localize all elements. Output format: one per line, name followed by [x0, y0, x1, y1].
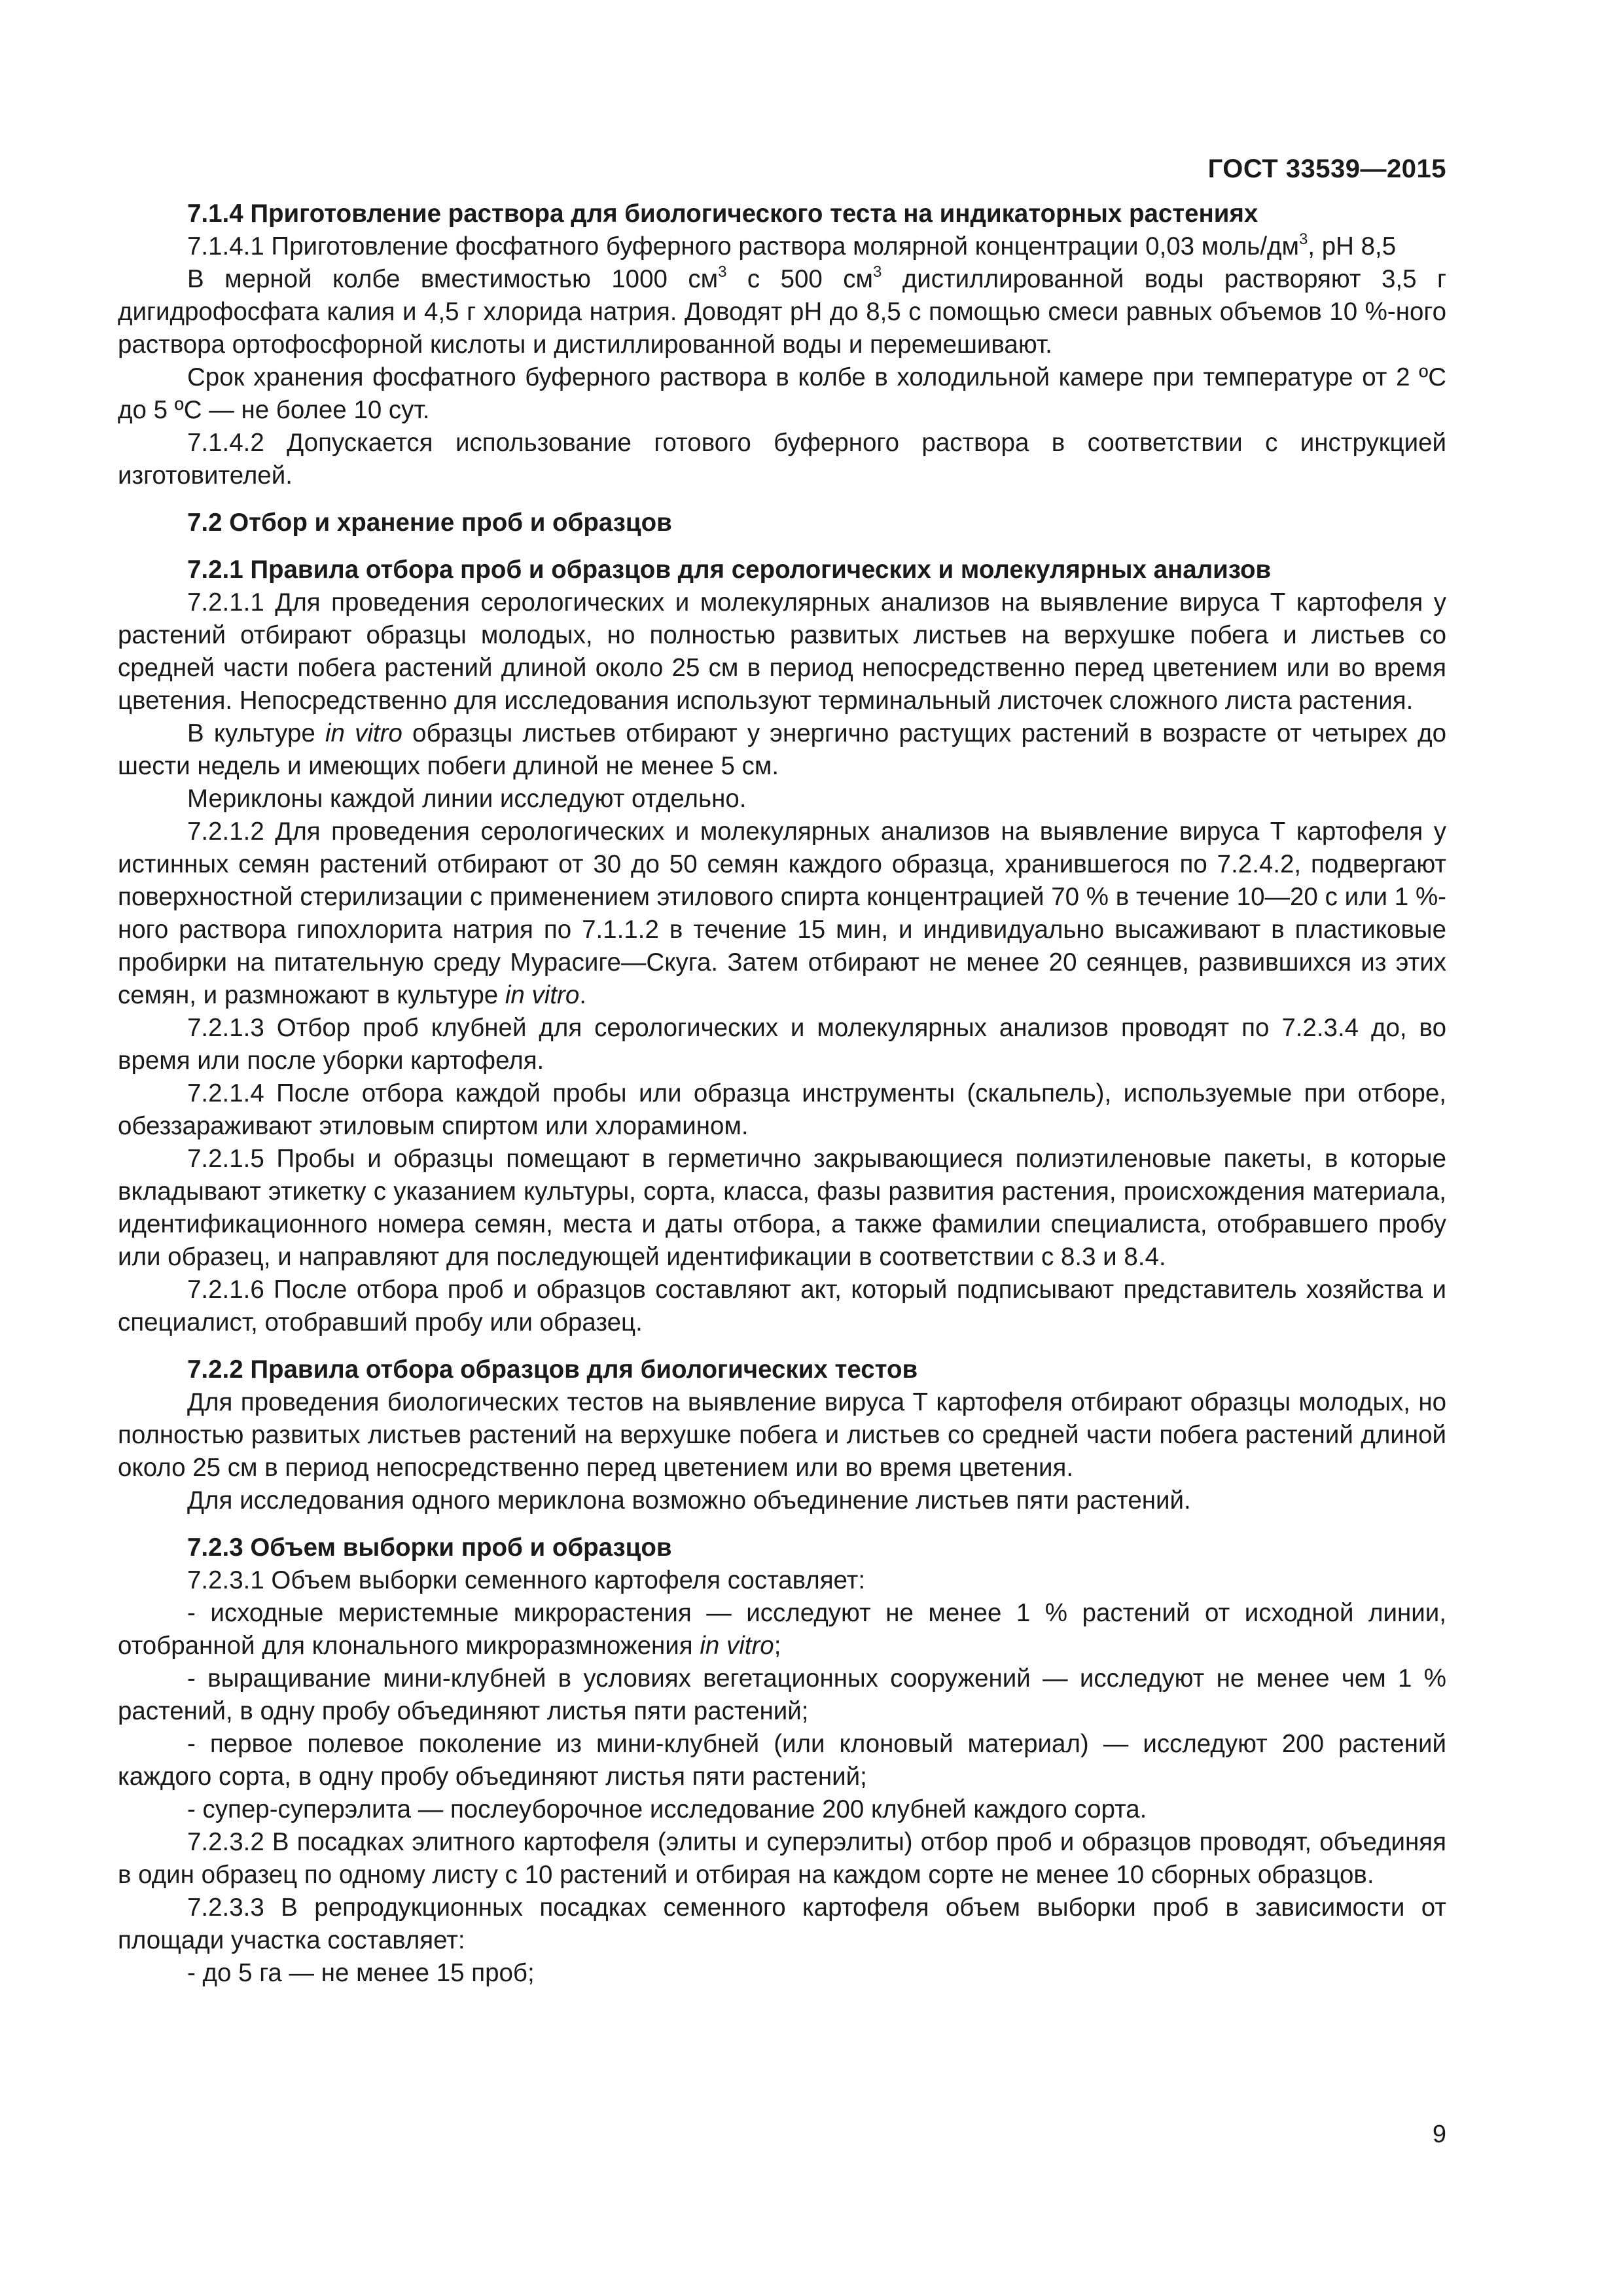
heading-7-2-1: 7.2.1 Правила отбора проб и образцов для серологических и молекулярных анализов [187, 556, 1272, 584]
list-item [118, 1597, 1446, 1662]
document-body [118, 198, 1446, 1990]
paragraph-7-2-1-3: 7.2.1.3 Отбор проб клубней для серологических и молекулярных анализов проводят по 7.2.3.4 до, во время или после уборки картофеля. [118, 1014, 1446, 1075]
heading-7-2: 7.2 Отбор и хранение проб и образцов [187, 509, 672, 537]
document-header: ГОСТ 33539—2015 [1207, 154, 1446, 183]
paragraph-7-2-1-5: 7.2.1.5 Пробы и образцы помещают в герметично закрывающиеся полиэтиленовые пакеты, в которые вкладывают этикетку с указанием культуры, сорта, класса, фазы развития растения, происхождения материала, идентификационного номера семян, места и даты отбора, а также фамилии специалиста, отобравшего пробу или образец, и направляют для последующей идентификации в соответствии с 8.3 и 8.4. [118, 1145, 1446, 1271]
italic-term: in vitro [325, 719, 402, 747]
italic-term: in vitro [505, 981, 580, 1009]
list-item: - первое полевое поколение из мини-клубней (или клоновый материал) — исследуют 200 растений каждого сорта, в одну пробу объединяют листья пяти растений; [118, 1730, 1446, 1791]
text-run: - исходные меристемные микрорастения — исследуют не менее 1 % растений от исходной линии, отобранной для клонального микроразмножения [118, 1599, 1446, 1660]
text-run: дистиллированной воды растворяют 3,5 г дигидрофосфата калия и 4,5 г хлорида натрия. Доводят pH до 8,5 с помощью смеси равных объемов 10 %-ного раствора ортофосфорной кислоты и дистиллированной воды и перемешивают. [118, 265, 1447, 359]
paragraph: Мериклоны каждой линии исследуют отдельно. [187, 785, 747, 813]
text-run: образцы листьев отбирают у энергично растущих растений в возрасте от четырех до шести недель и имеющих побеги длиной не менее 5 см. [118, 719, 1446, 780]
text-run: . [579, 981, 586, 1009]
paragraph-7-2-3-3: 7.2.3.3 В репродукционных посадках семенного картофеля объем выборки проб в зависимости от площади участка составляет: [118, 1893, 1446, 1954]
heading-7-2-2: 7.2.2 Правила отбора образцов для биологических тестов [187, 1355, 918, 1384]
superscript: 3 [1298, 230, 1308, 248]
text-run: с 500 см [726, 265, 874, 293]
superscript: 3 [873, 263, 882, 281]
paragraph-7-2-3-2: 7.2.3.2 В посадках элитного картофеля (элиты и суперэлиты) отбор проб и образцов проводят, объединяя в один образец по одному листу с 10 растений и отбирая на каждом сорте не менее 10 сборных образцов. [118, 1828, 1446, 1889]
paragraph: Для проведения биологических тестов на выявление вируса Т картофеля отбирают образцы молодых, но полностью развитых листьев растений на верхушке побега и листьев со средней части побега растений длиной около 25 см в период непосредственно перед цветением или во время цветения. [118, 1388, 1446, 1482]
paragraph-7-1-4-2: 7.1.4.2 Допускается использование готового буферного раствора в соответствии с инструкцией изготовителей. [118, 429, 1446, 490]
paragraph-7-2-1-1: 7.2.1.1 Для проведения серологических и молекулярных анализов на выявление вируса Т картофеля у растений отбирают образцы молодых, но полностью развитых листьев на верхушке побега и листьев со средней части побега растений длиной около 25 см в период непосредственно перед цветением или во время цветения. Непосредственно для исследования используют терминальный листочек сложного листа растения. [118, 588, 1446, 715]
paragraph [118, 263, 1446, 361]
heading-7-1-4: 7.1.4 Приготовление раствора для биологического теста на индикаторных растениях [187, 200, 1258, 228]
superscript: 3 [718, 263, 727, 281]
page-number: 9 [1432, 2121, 1446, 2148]
list-item: - выращивание мини-клубней в условиях вегетационных сооружений — исследуют не менее чем 1 % растений, в одну пробу объединяют листья пяти растений; [118, 1664, 1446, 1725]
paragraph: Для исследования одного мериклона возможно объединение листьев пяти растений. [187, 1486, 1191, 1515]
paragraph-7-2-1-4: 7.2.1.4 После отбора каждой пробы или образца инструменты (скальпель), используемые при отборе, обеззараживают этиловым спиртом или хлорамином. [118, 1079, 1446, 1140]
paragraph [118, 717, 1446, 783]
list-item: - супер-суперэлита — послеуборочное исследование 200 клубней каждого сорта. [187, 1795, 1147, 1823]
paragraph: Срок хранения фосфатного буферного раствора в колбе в холодильной камере при температуре от 2 ºС до 5 ºС — не более 10 сут. [118, 363, 1446, 424]
text-run: , pH 8,5 [1308, 232, 1397, 260]
paragraph-7-2-1-6: 7.2.1.6 После отбора проб и образцов составляют акт, который подписывают представитель хозяйства и специалист, отобравший пробу или образец. [118, 1276, 1446, 1336]
paragraph-7-2-1-2 [118, 816, 1446, 1012]
text-run: ; [774, 1632, 781, 1660]
text-run: В культуре [187, 719, 325, 747]
italic-term: in vitro [700, 1632, 774, 1660]
paragraph-7-2-3-1: 7.2.3.1 Объем выборки семенного картофеля составляет: [187, 1566, 866, 1594]
heading-7-2-3: 7.2.3 Объем выборки проб и образцов [187, 1534, 672, 1562]
text-run: 7.1.4.1 Приготовление фосфатного буферного раствора молярной концентрации 0,03 моль/дм [187, 232, 1299, 260]
paragraph-7-1-4-1 [118, 230, 1446, 263]
list-item: - до 5 га — не менее 15 проб; [187, 1959, 535, 1987]
text-run: В мерной колбе вместимостью 1000 см [187, 265, 719, 293]
text-run: 7.2.1.2 Для проведения серологических и молекулярных анализов на выявление вируса Т картофеля у истинных семян растений отбирают от 30 до 50 семян каждого образца, хранившегося по 7.2.4.2, подвергают поверхностной стерилизации с применением этилового спирта концентрацией 70 % в течение 10—20 с или 1 %-ного раствора гипохлорита натрия по 7.1.1.2 в течение 15 мин, и индивидуально высаживают в пластиковые пробирки на питательную среду Мурасиге—Скуга. Затем отбирают не менее 20 сеянцев, развившихся из этих семян, и размножают в культуре [118, 817, 1446, 1009]
